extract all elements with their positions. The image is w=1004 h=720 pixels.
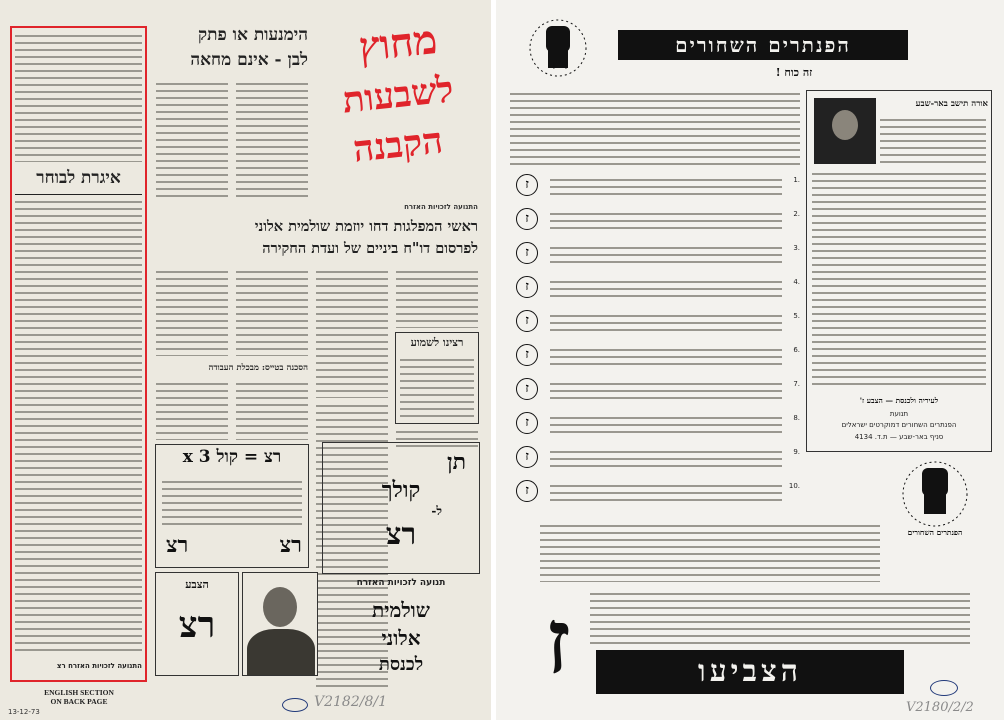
demand-item: [510, 444, 800, 474]
lower-paragraph-2: [590, 590, 970, 648]
archive-mark-left: V2182/8/1: [314, 694, 387, 710]
list-number: 6.: [793, 346, 800, 354]
list-number: 10.: [788, 482, 800, 490]
side-closing-1: לעיריה ולכנסת — הצבע ז': [859, 396, 939, 405]
article-column-d: [236, 268, 308, 356]
red-title-line-1: מחוץ: [356, 16, 440, 71]
photo-shoulders: [247, 629, 315, 676]
party-label: תנועה לזכויות האזרח: [356, 578, 446, 588]
archive-stamp-right: [930, 680, 958, 696]
article-column-f: [396, 268, 478, 328]
slogan-heading: רצ = קול 3 x: [182, 447, 282, 467]
article-column-e: [316, 268, 388, 398]
sub-headline-line-2: לפרסום דו"ח ביניים של ועדת החקירה: [262, 240, 478, 257]
subhead: זה כוח !: [775, 66, 813, 79]
list-letter-box: ז: [516, 276, 538, 298]
article-column-b: [236, 80, 308, 198]
demand-item: [510, 172, 800, 202]
letter-title: איגרת לבוחר: [36, 168, 121, 188]
list-number: 8.: [793, 414, 800, 422]
intro-paragraph: [510, 90, 800, 166]
candidate-line-1: שולמית: [372, 598, 430, 622]
list-letter-box: ז: [516, 208, 538, 230]
ballot-line-3: ל-: [431, 504, 442, 518]
letter-column-text-top: [15, 32, 142, 162]
ballot-line-2: קולך: [381, 477, 421, 503]
demand-item: [510, 240, 800, 270]
list-number: 1.: [793, 176, 800, 184]
boxed-article-text: [400, 356, 474, 420]
candidate-photo: [242, 572, 318, 676]
red-title-line-2: לשבעות: [340, 68, 456, 122]
demands-list: [510, 172, 800, 512]
fist-icon: [900, 460, 970, 528]
big-zayin: ז: [545, 589, 571, 695]
list-letter-box: ז: [516, 310, 538, 332]
side-letter-body: [812, 170, 986, 390]
banner-title: הפנתרים השחורים: [675, 33, 851, 57]
english-note-line-2: ON BACK PAGE: [50, 697, 108, 706]
date-footer: 13-12-73: [8, 708, 40, 716]
english-note-line-1: ENGLISH SECTION: [44, 688, 114, 697]
demand-item: [510, 478, 800, 508]
demand-item: [510, 376, 800, 406]
red-title-line-3: הקבנה: [351, 119, 445, 171]
photo-caption: אורה תישב באר-שבע: [915, 99, 988, 109]
candidate-name: [322, 596, 480, 692]
list-letter-box: ז: [516, 412, 538, 434]
fist-logo-bottom: [900, 460, 970, 528]
ratz-mark-right: רצ: [279, 532, 302, 558]
main-headline-line-2: לבן - אינם מחאה: [190, 50, 308, 70]
lower-paragraph-1: [540, 522, 880, 582]
ratz-mark-big: רצ: [178, 604, 216, 646]
side-closing-2: תנועת: [889, 410, 909, 418]
candidate-line-3: לכנסת: [378, 654, 424, 675]
red-title: [318, 18, 478, 198]
divider: [15, 194, 142, 195]
work-article-heading: הסכנה בטייס: מבכלת העבודה: [208, 363, 308, 373]
article-column-c: [156, 268, 228, 356]
list-number: 7.: [793, 380, 800, 388]
side-closing-3: הפנתרים השחורים דמוקרטים ישראלים: [841, 421, 957, 429]
photo-head: [263, 587, 297, 627]
demand-item: [510, 410, 800, 440]
list-number: 3.: [793, 244, 800, 252]
candidate-line-2: אלוני: [381, 626, 421, 650]
slogan-text: [162, 478, 302, 528]
ballot-title: [330, 448, 472, 568]
list-letter-box: ז: [516, 378, 538, 400]
photo-right-face: [832, 110, 858, 140]
demand-item: [510, 206, 800, 236]
archive-mark-right: V2180/2/2: [906, 700, 974, 715]
archive-stamp-left: [282, 698, 308, 712]
fist-logo-top-letters: ד"ז: [552, 58, 568, 72]
org-caption: הפנתרים השחורים: [907, 528, 963, 537]
side-closing-4: סניף באר-שבע — ת.ד. 4134: [854, 433, 944, 441]
side-letter-intro: [880, 116, 986, 164]
list-number: 9.: [793, 448, 800, 456]
list-number: 5.: [793, 312, 800, 320]
demand-item: [510, 274, 800, 304]
article-column-h: [236, 380, 308, 440]
demand-item: [510, 342, 800, 372]
ballot-line-1: תן: [446, 449, 466, 475]
list-letter-box: ז: [516, 242, 538, 264]
sub-headline-line-1: ראשי המפלגות דחו יוזמת שולמית אלוני: [254, 218, 478, 235]
article-column-a: [156, 80, 228, 198]
boxed-article-heading: רצינו לשמוע: [410, 336, 464, 349]
ballot-line-4: רצ: [385, 517, 417, 552]
list-letter-box: ז: [516, 344, 538, 366]
list-letter-box: ז: [516, 480, 538, 502]
list-number: 2.: [793, 210, 800, 218]
red-title-byline: התנועה לזכויות האזרח: [404, 203, 478, 211]
english-note: [14, 688, 144, 710]
list-number: 4.: [793, 278, 800, 286]
vote-banner-text: הצביעו: [698, 654, 802, 689]
list-letter-box: ז: [516, 174, 538, 196]
article-column-g: [156, 380, 228, 440]
vote-label: הצבע: [185, 578, 209, 591]
candidate-photo-right: [814, 98, 876, 164]
letter-footer-signature: התנועה לזכויות האזרח רצ: [56, 662, 142, 670]
ratz-mark-left: רצ: [166, 532, 189, 558]
main-headline-line-1: הימנעות או פתק: [198, 25, 308, 45]
list-letter-box: ז: [516, 446, 538, 468]
demand-item: [510, 308, 800, 338]
letter-column-text-body: [15, 198, 142, 656]
